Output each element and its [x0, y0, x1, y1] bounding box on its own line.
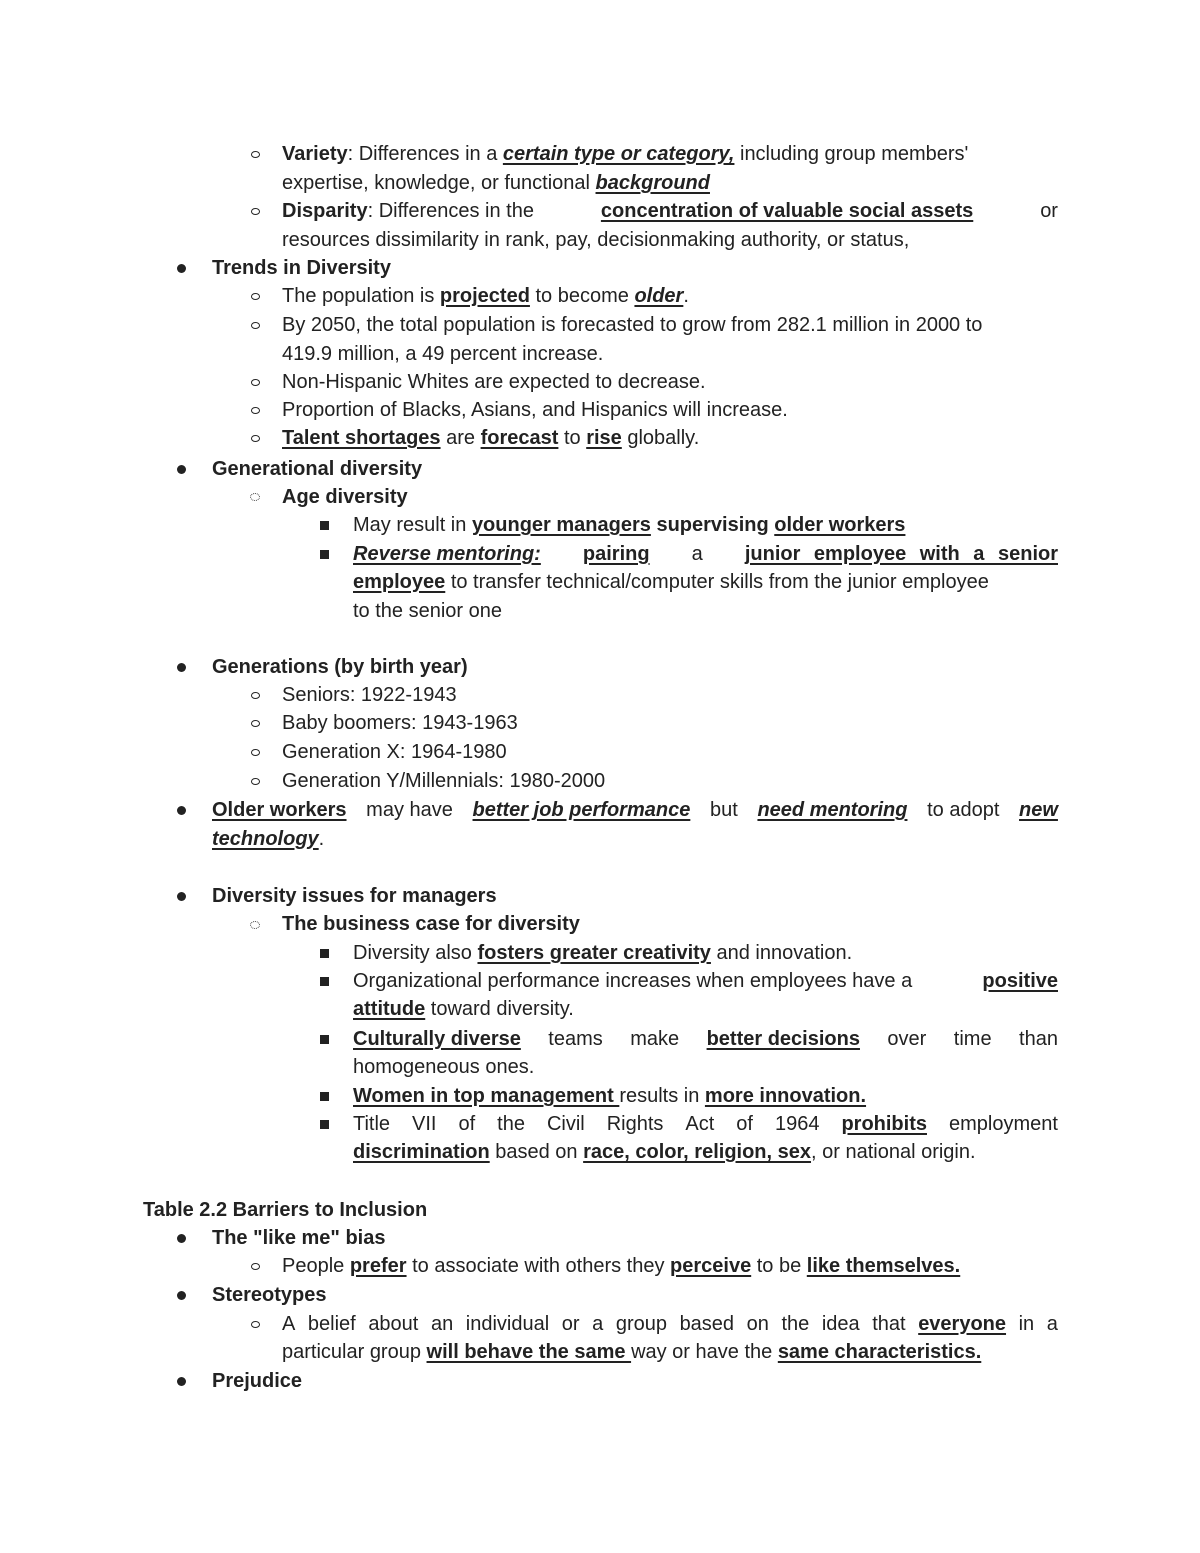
emphasis: technology — [212, 828, 319, 850]
text-run: to be — [751, 1255, 807, 1277]
emphasis: perceive — [670, 1255, 752, 1277]
emphasis: will behave the same — [426, 1341, 632, 1363]
emphasis: fosters greater creativity — [477, 942, 711, 964]
text-run: : Differences in a — [347, 143, 503, 165]
disc-bullet-icon — [177, 1377, 186, 1386]
heading-age-diversity: Age diversity — [282, 486, 408, 508]
term-disparity: Disparity — [282, 200, 368, 222]
disc-bullet-icon — [177, 1291, 186, 1300]
text-run: or — [561, 1313, 580, 1335]
trends-item-2-line-2: 419.9 million, a 49 percent increase. — [282, 343, 604, 365]
trends-item-5 — [282, 424, 699, 452]
emphasis: older workers — [774, 514, 906, 536]
text-run: results in — [619, 1085, 705, 1107]
square-bullet-icon — [320, 1035, 329, 1044]
square-bullet-icon — [320, 550, 329, 559]
age-item-2-line-1 — [353, 540, 1058, 568]
heading-like-me-bias: The "like me" bias — [212, 1227, 386, 1249]
text-run: to associate with others they — [406, 1255, 671, 1277]
dotted-bullet-icon — [250, 921, 260, 929]
square-bullet-icon — [320, 521, 329, 530]
hollow-bullet-icon — [251, 407, 260, 414]
text-run: over — [887, 1028, 927, 1050]
hollow-bullet-icon — [251, 379, 260, 386]
heading-stereotypes: Stereotypes — [212, 1284, 327, 1306]
disc-bullet-icon — [177, 663, 186, 672]
hollow-bullet-icon — [251, 322, 260, 329]
text-run: idea — [821, 1313, 860, 1335]
emphasis: Talent shortages — [282, 427, 441, 449]
text-run: toward diversity. — [425, 998, 574, 1020]
hollow-bullet-icon — [251, 720, 260, 727]
text-run: to transfer technical/computer skills from the junior employee — [445, 571, 989, 593]
hollow-bullet-icon — [251, 692, 260, 699]
disparity-line-2: resources dissimilarity in rank, pay, decisionmaking authority, or status, — [282, 229, 910, 251]
heading-trends: Trends in Diversity — [212, 257, 391, 279]
text-run: make — [630, 1028, 680, 1050]
text-run: globally. — [621, 427, 700, 449]
square-bullet-icon — [320, 1120, 329, 1129]
disc-bullet-icon — [177, 806, 186, 815]
emphasis: younger managers — [471, 514, 651, 536]
emphasis: need mentoring — [757, 799, 908, 821]
emphasis: attitude — [353, 998, 426, 1020]
emphasis: like themselves. — [806, 1255, 961, 1277]
text-run: or — [1040, 200, 1058, 222]
age-item-2-line-3: to the senior one — [353, 600, 502, 622]
text-run: May result in — [353, 514, 472, 536]
emphasis: Older workers — [212, 799, 347, 821]
emphasis: pairing — [582, 543, 650, 565]
emphasis-certain-type: certain type or category, — [502, 143, 735, 165]
heading-managers: Diversity issues for managers — [212, 885, 497, 907]
square-bullet-icon — [320, 977, 329, 986]
text-run: employment — [948, 1113, 1058, 1135]
stereotypes-line-1 — [282, 1310, 1058, 1338]
emphasis: older — [634, 285, 684, 307]
generation-item: Generation Y/Millennials: 1980-2000 — [282, 770, 606, 792]
text-run: to — [558, 427, 587, 449]
term-variety: Variety — [282, 143, 348, 165]
text-run: a — [691, 543, 703, 565]
emphasis: everyone — [918, 1313, 1007, 1335]
text-run: teams — [548, 1028, 603, 1050]
generation-item: Baby boomers: 1943-1963 — [282, 712, 518, 734]
trends-item-3: Non-Hispanic Whites are expected to decrease. — [282, 371, 706, 393]
disc-bullet-icon — [177, 1234, 186, 1243]
text-run: . — [683, 285, 689, 307]
emphasis-background: background — [595, 172, 710, 194]
emphasis: positive — [982, 970, 1058, 992]
text-run: People — [282, 1255, 350, 1277]
text-run: a — [1046, 1313, 1058, 1335]
trends-item-1 — [282, 282, 689, 310]
text-run: the — [781, 1313, 810, 1335]
business-item-2-line-2 — [353, 995, 574, 1023]
hollow-bullet-icon — [251, 778, 260, 785]
age-item-2-line-2 — [353, 568, 989, 596]
business-item-3-line-1 — [353, 1025, 1058, 1053]
generation-item: Generation X: 1964-1980 — [282, 741, 507, 763]
square-bullet-icon — [320, 1092, 329, 1101]
variety-line-1 — [282, 140, 1058, 168]
text-run: individual — [465, 1313, 550, 1335]
emphasis: Reverse mentoring: — [353, 543, 541, 565]
text-run: than — [1019, 1028, 1058, 1050]
text-run: of — [458, 1113, 476, 1135]
text-run: time — [953, 1028, 992, 1050]
business-item-2-line-1 — [353, 967, 1058, 995]
disparity-line-1 — [282, 197, 1058, 225]
text-run: Title — [353, 1113, 391, 1135]
emphasis: junior employee with a senior — [744, 543, 1058, 565]
hollow-bullet-icon — [251, 293, 260, 300]
heading-generations: Generations (by birth year) — [212, 656, 468, 678]
emphasis: more innovation. — [704, 1085, 867, 1107]
text-run: particular group — [282, 1341, 427, 1363]
trends-item-2-line-1: By 2050, the total population is forecasted to grow from 282.1 million in 2000 to — [282, 314, 983, 336]
emphasis: forecast — [480, 427, 559, 449]
older-workers-line-1 — [212, 796, 1058, 824]
square-bullet-icon — [320, 949, 329, 958]
text-run: but — [709, 799, 738, 821]
text-run: that — [872, 1313, 906, 1335]
text-run: group — [615, 1313, 667, 1335]
text-run: on — [746, 1313, 769, 1335]
emphasis: same characteristics. — [777, 1341, 982, 1363]
hollow-bullet-icon — [251, 208, 260, 215]
text-run: : Differences in the — [367, 200, 534, 222]
business-item-4 — [353, 1082, 866, 1110]
text-run: about — [368, 1313, 419, 1335]
text-run: Act — [685, 1113, 715, 1135]
trends-item-4: Proportion of Blacks, Asians, and Hispanics will increase. — [282, 399, 788, 421]
dotted-bullet-icon — [250, 493, 260, 501]
disc-bullet-icon — [177, 465, 186, 474]
text-run: Civil — [546, 1113, 585, 1135]
hollow-bullet-icon — [251, 435, 260, 442]
business-item-1 — [353, 939, 852, 967]
text-run: VII — [412, 1113, 437, 1135]
text-run: including group members' — [734, 143, 969, 165]
older-workers-line-2 — [212, 825, 324, 853]
business-item-3-line-2: homogeneous ones. — [353, 1056, 535, 1078]
emphasis: better decisions — [706, 1028, 860, 1050]
hollow-bullet-icon — [251, 1263, 260, 1270]
hollow-bullet-icon — [251, 151, 260, 158]
emphasis: prohibits — [841, 1113, 927, 1135]
text-run: based — [679, 1313, 735, 1335]
emphasis-concentration: concentration of valuable social assets — [600, 200, 974, 222]
business-item-5-line-1 — [353, 1110, 1058, 1138]
heading-prejudice: Prejudice — [212, 1370, 303, 1392]
text-run: The population is — [282, 285, 440, 307]
text-run: to become — [529, 285, 635, 307]
hollow-bullet-icon — [251, 1321, 260, 1328]
text-run: 1964 — [774, 1113, 820, 1135]
emphasis: discrimination — [353, 1141, 490, 1163]
text-run: in — [1018, 1313, 1035, 1335]
heading-generational: Generational diversity — [212, 458, 423, 480]
text-run: expertise, knowledge, or functional — [282, 172, 596, 194]
text-run: A — [282, 1313, 296, 1335]
emphasis: better job performance — [472, 799, 691, 821]
emphasis: new — [1019, 799, 1058, 821]
generation-item: Seniors: 1922-1943 — [282, 684, 457, 706]
text-run: may have — [366, 799, 453, 821]
text-run: Rights — [606, 1113, 664, 1135]
age-item-1 — [353, 511, 905, 539]
hollow-bullet-icon — [251, 749, 260, 756]
heading-table-barriers: Table 2.2 Barriers to Inclusion — [143, 1199, 428, 1221]
business-item-5-line-2 — [353, 1138, 976, 1166]
emphasis: rise — [586, 427, 622, 449]
text-run: an — [430, 1313, 454, 1335]
text-run: and innovation. — [710, 942, 853, 964]
disc-bullet-icon — [177, 892, 186, 901]
like-me-item — [282, 1252, 960, 1280]
emphasis: employee — [353, 571, 446, 593]
emphasis: Culturally diverse — [353, 1028, 521, 1050]
text-run: way or have the — [631, 1341, 778, 1363]
text-run: , or national origin. — [811, 1141, 976, 1163]
heading-business-case: The business case for diversity — [282, 913, 580, 935]
text-run: Organizational performance increases when employees have a — [353, 970, 913, 992]
text-run: . — [318, 828, 325, 850]
emphasis: prefer — [349, 1255, 407, 1277]
text-run: supervising — [650, 514, 775, 536]
disc-bullet-icon — [177, 264, 186, 273]
text-run: Diversity also — [353, 942, 478, 964]
stereotypes-line-2 — [282, 1338, 981, 1366]
variety-line-2 — [282, 169, 710, 197]
text-run: the — [497, 1113, 525, 1135]
text-run: to adopt — [927, 799, 1000, 821]
emphasis: Women in top management — [353, 1085, 620, 1107]
text-run: based on — [489, 1141, 584, 1163]
text-run: belief — [307, 1313, 356, 1335]
text-run: of — [736, 1113, 753, 1135]
emphasis: projected — [439, 285, 530, 307]
text-run: are — [440, 427, 481, 449]
text-run: a — [592, 1313, 604, 1335]
emphasis: race, color, religion, sex — [583, 1141, 812, 1163]
